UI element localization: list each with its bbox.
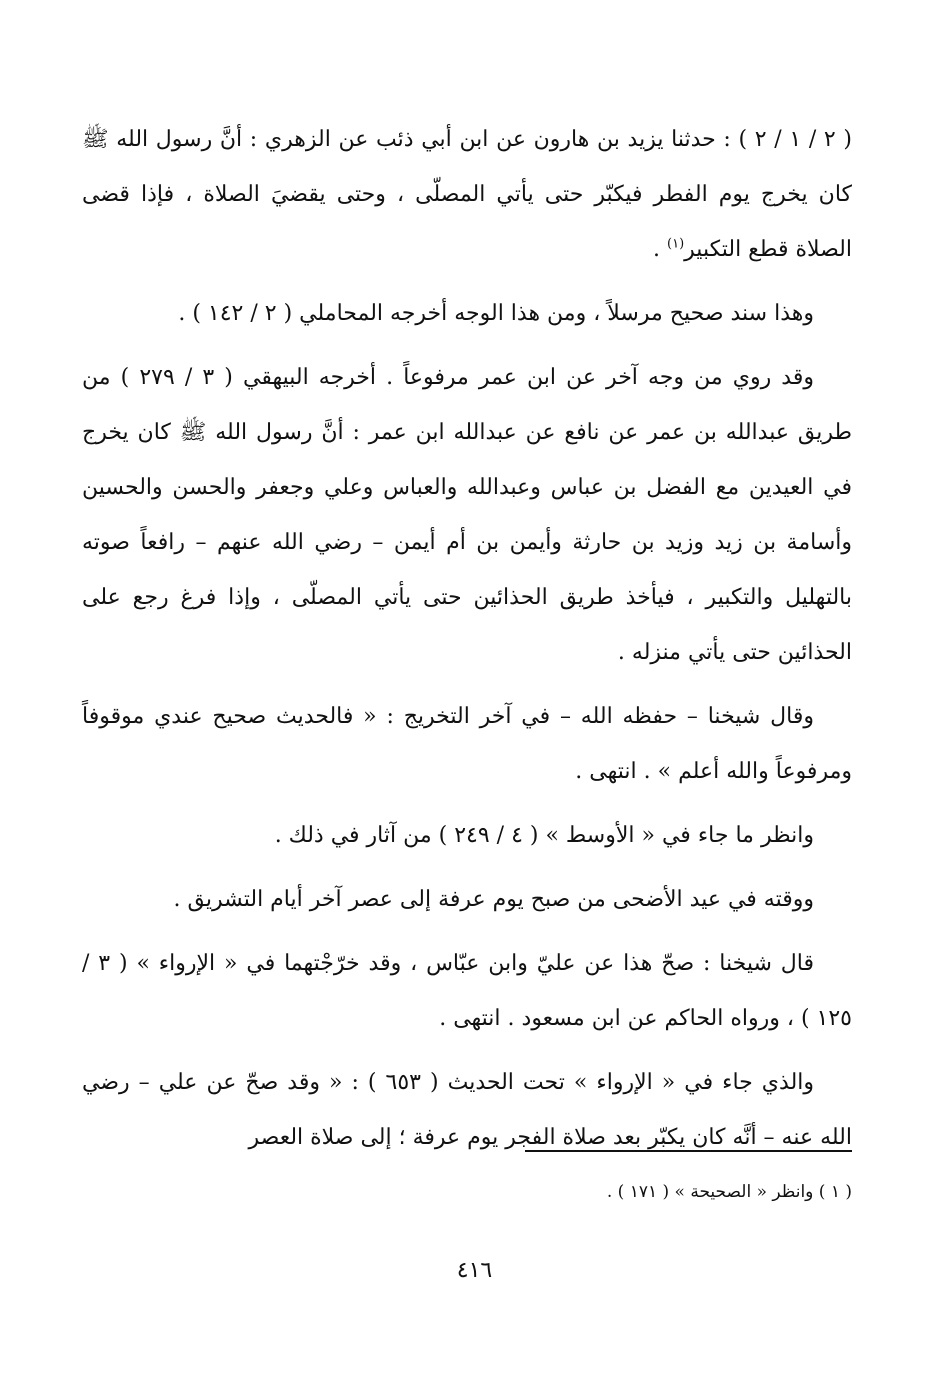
paragraph-ibn-umar-marfu xyxy=(82,350,852,680)
paragraph-irwa-reference xyxy=(82,936,852,1046)
paragraph-awsat-reference xyxy=(82,808,852,863)
paragraph-adha-timing xyxy=(82,872,852,927)
paragraph-hadith-zuhri xyxy=(82,112,852,277)
paragraph-text: ( ٢ / ١ / ٢ ) : حدثنا يزيد بن هارون عن ابن أبي ذئب عن الزهري : أنَّ رسول الله ﷺ كان يخرج يوم الفطر فيكبّر حتى يأتي المصلّى ، وحتى يقضيَ الصلاة ، فإذا قضى الصلاة قطع التكبير xyxy=(82,127,852,262)
footnote: ( ١ ) وانظر « الصحيحة » ( ١٧١ ) . xyxy=(606,1182,852,1202)
paragraph-shaykh-takhrij xyxy=(82,689,852,799)
footnote-divider xyxy=(525,1150,852,1152)
paragraph-irwa-quote xyxy=(82,1055,852,1165)
page-number: ٤١٦ xyxy=(456,1258,493,1283)
footnote-reference[interactable]: (١) xyxy=(667,236,685,252)
paragraph-text: وهذا سند صحيح مرسلاً ، ومن هذا الوجه أخرجه المحاملي ( ٢ / ١٤٢ ) . xyxy=(178,301,814,326)
paragraph-text: وانظر ما جاء في « الأوسط » ( ٤ / ٢٤٩ ) من آثار في ذلك . xyxy=(274,823,814,848)
paragraph-text: وقد روي من وجه آخر عن ابن عمر مرفوعاً . أخرجه البيهقي ( ٣ / ٢٧٩ ) من طريق عبدالله بن عمر عن نافع عن عبدالله ابن عمر : أنَّ رسول الله ﷺ كان يخرج في العيدين مع الفضل بن عباس وعبدالله والعباس وعلي وجعفر والحسن والحسين وأسامة بن زيد وزيد بن حارثة وأيمن بن أم أيمن – رضي الله عنهم – رافعاً صوته بالتهليل والتكبير ، فيأخذ طريق الحذائين حتى يأتي المصلّى ، وإذا فرغ رجع على الحذائين حتى يأتي منزله . xyxy=(82,365,852,665)
paragraph-tail: . xyxy=(653,237,668,262)
paragraph-text: والذي جاء في « الإرواء » تحت الحديث ( ٦٥٣ ) : « وقد صحّ عن علي – رضي الله عنه – أنَّه كان يكبّر بعد صلاة الفجر يوم عرفة ؛ إلى صلاة العصر xyxy=(82,1070,852,1150)
paragraph-mursal-note xyxy=(82,286,852,341)
paragraph-text: ووقته في عيد الأضحى من صبح يوم عرفة إلى عصر آخر أيام التشريق . xyxy=(173,887,814,912)
paragraph-text: قال شيخنا : صحّ هذا عن عليّ وابن عبّاس ، وقد خرّجْتهما في « الإرواء » ( ٣ / ١٢٥ ) ، ورواه الحاكم عن ابن مسعود . انتهى . xyxy=(82,951,852,1031)
main-text xyxy=(82,112,852,1174)
paragraph-text: وقال شيخنا – حفظه الله – في آخر التخريج : « فالحديث صحيح عندي موقوفاً ومرفوعاً والله أعلم » . انتهى . xyxy=(82,704,852,784)
